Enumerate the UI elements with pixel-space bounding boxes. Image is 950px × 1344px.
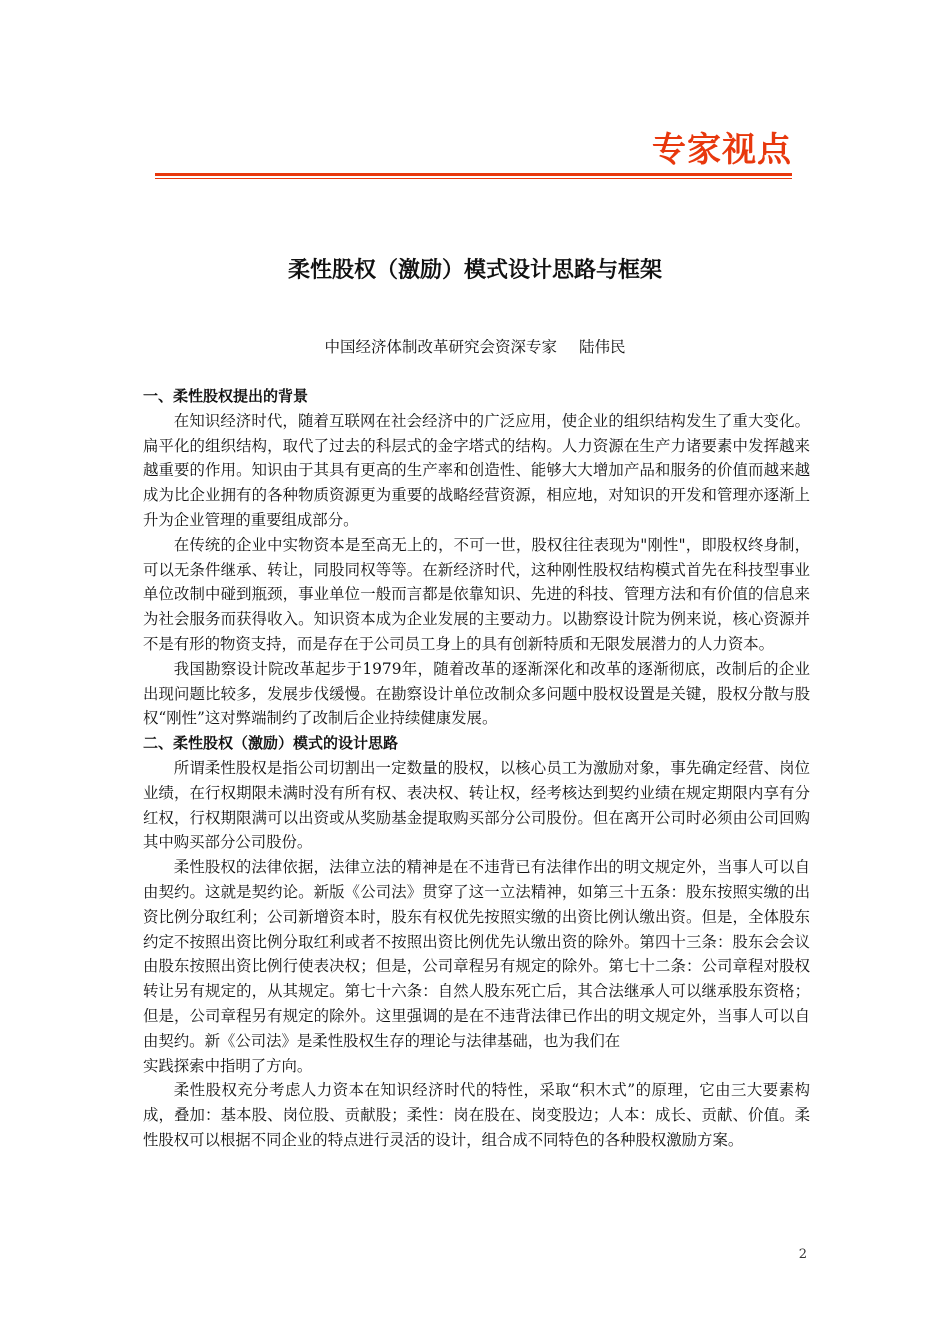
paragraph: 在知识经济时代，随着互联网在社会经济中的广泛应用，使企业的组织结构发生了重大变化。扁平化的组织结构，取代了过去的科层式的金字塔式的结构。人力资源在生产力诸要素中发挥越来越重要的作用。知识由于其具有更高的生产率和创造性、能够大大增加产品和服务的价值而越来越成为比企业拥有的各种物质资源更为重要的战略经营资源，相应地，对知识的开发和管理亦逐渐上升为企业管理的重要组成部分。	[143, 411, 810, 529]
author-name: 陆伟民	[579, 338, 626, 356]
section-heading: 一、柔性股权提出的背景	[143, 387, 309, 405]
author-affiliation: 中国经济体制改革研究会资深专家	[324, 338, 557, 356]
paragraph: 柔性股权充分考虑人力资本在知识经济时代的特性，采取“积木式”的原理，它由三大要素构成，叠加：基本股、岗位股、贡献股；柔性：岗在股在、岗变股边；人本：成长、贡献、价值。柔性股权可以根据不同企业的特点进行灵活的设计，组合成不同特色的各种股权激励方案。	[143, 1081, 810, 1149]
page-number: 2	[798, 1247, 807, 1262]
document-title: 柔性股权（激励）模式设计思路与框架	[287, 258, 662, 283]
paragraph: 所谓柔性股权是指公司切割出一定数量的股权，以核心员工为激励对象，事先确定经营、岗位业绩，在行权期限未满时没有所有权、表决权、转让权，经考核达到契约业绩在规定期限内享有分红权，行权期限满可以出资或从奖励基金提取购买部分公司股份。但在离开公司时必须由公司回购其中购买部分公司股份。	[143, 758, 810, 852]
paragraph: 我国勘察设计院改革起步于1979年，随着改革的逐渐深化和改革的逐渐彻底，改制后的企业出现问题比较多，发展步伐缓慢。在勘察设计单位改制众多问题中股权设置是关键，股权分散与股权“刚性”这对弊端制约了改制后企业持续健康发展。	[143, 659, 810, 728]
header-rule-thin	[155, 178, 792, 179]
section-header-label: 专家视点	[652, 130, 792, 170]
article-body	[143, 384, 810, 1153]
paragraph: 柔性股权的法律依据，法律立法的精神是在不违背已有法律作出的明文规定外，当事人可以自由契约。这就是契约论。新版《公司法》贯穿了这一立法精神，如第三十五条：股东按照实缴的出资比例分取红利；公司新增资本时，股东有权优先按照实缴的出资比例认缴出资。但是，全体股东约定不按照出资比例分取红利或者不按照出资比例优先认缴出资的除外。第四十三条：股东会会议由股东按照出资比例行使表决权；但是，公司章程另有规定的除外。第七十二条：公司章程对股权转让另有规定的，从其规定。第七十六条：自然人股东死亡后，其合法继承人可以继承股东资格；但是，公司章程另有规定的除外。这里强调的是在不违背法律已作出的明文规定外，当事人可以自由契约。新《公司法》是柔性股权生存的理论与法律基础，也为我们在	[143, 858, 810, 1050]
paragraph: 实践探索中指明了方向。	[143, 1056, 313, 1075]
header-rule-thick	[155, 173, 792, 176]
paragraph: 在传统的企业中实物资本是至高无上的，不可一世，股权往往表现为"刚性"，即股权终身制，可以无条件继承、转让，同股同权等等。在新经济时代，这种刚性股权结构模式首先在科技型事业单位改制中碰到瓶颈，事业单位一般而言都是依靠知识、先进的科技、管理方法和有价值的信息来为社会服务而获得收入。知识资本成为企业发展的主要动力。以勘察设计院为例来说，核心资源并不是有形的物资支持，而是存在于公司员工身上的具有创新特质和无限发展潜力的人力资本。	[143, 535, 810, 653]
byline	[0, 335, 950, 359]
section-heading: 二、柔性股权（激励）模式的设计思路	[143, 734, 399, 753]
